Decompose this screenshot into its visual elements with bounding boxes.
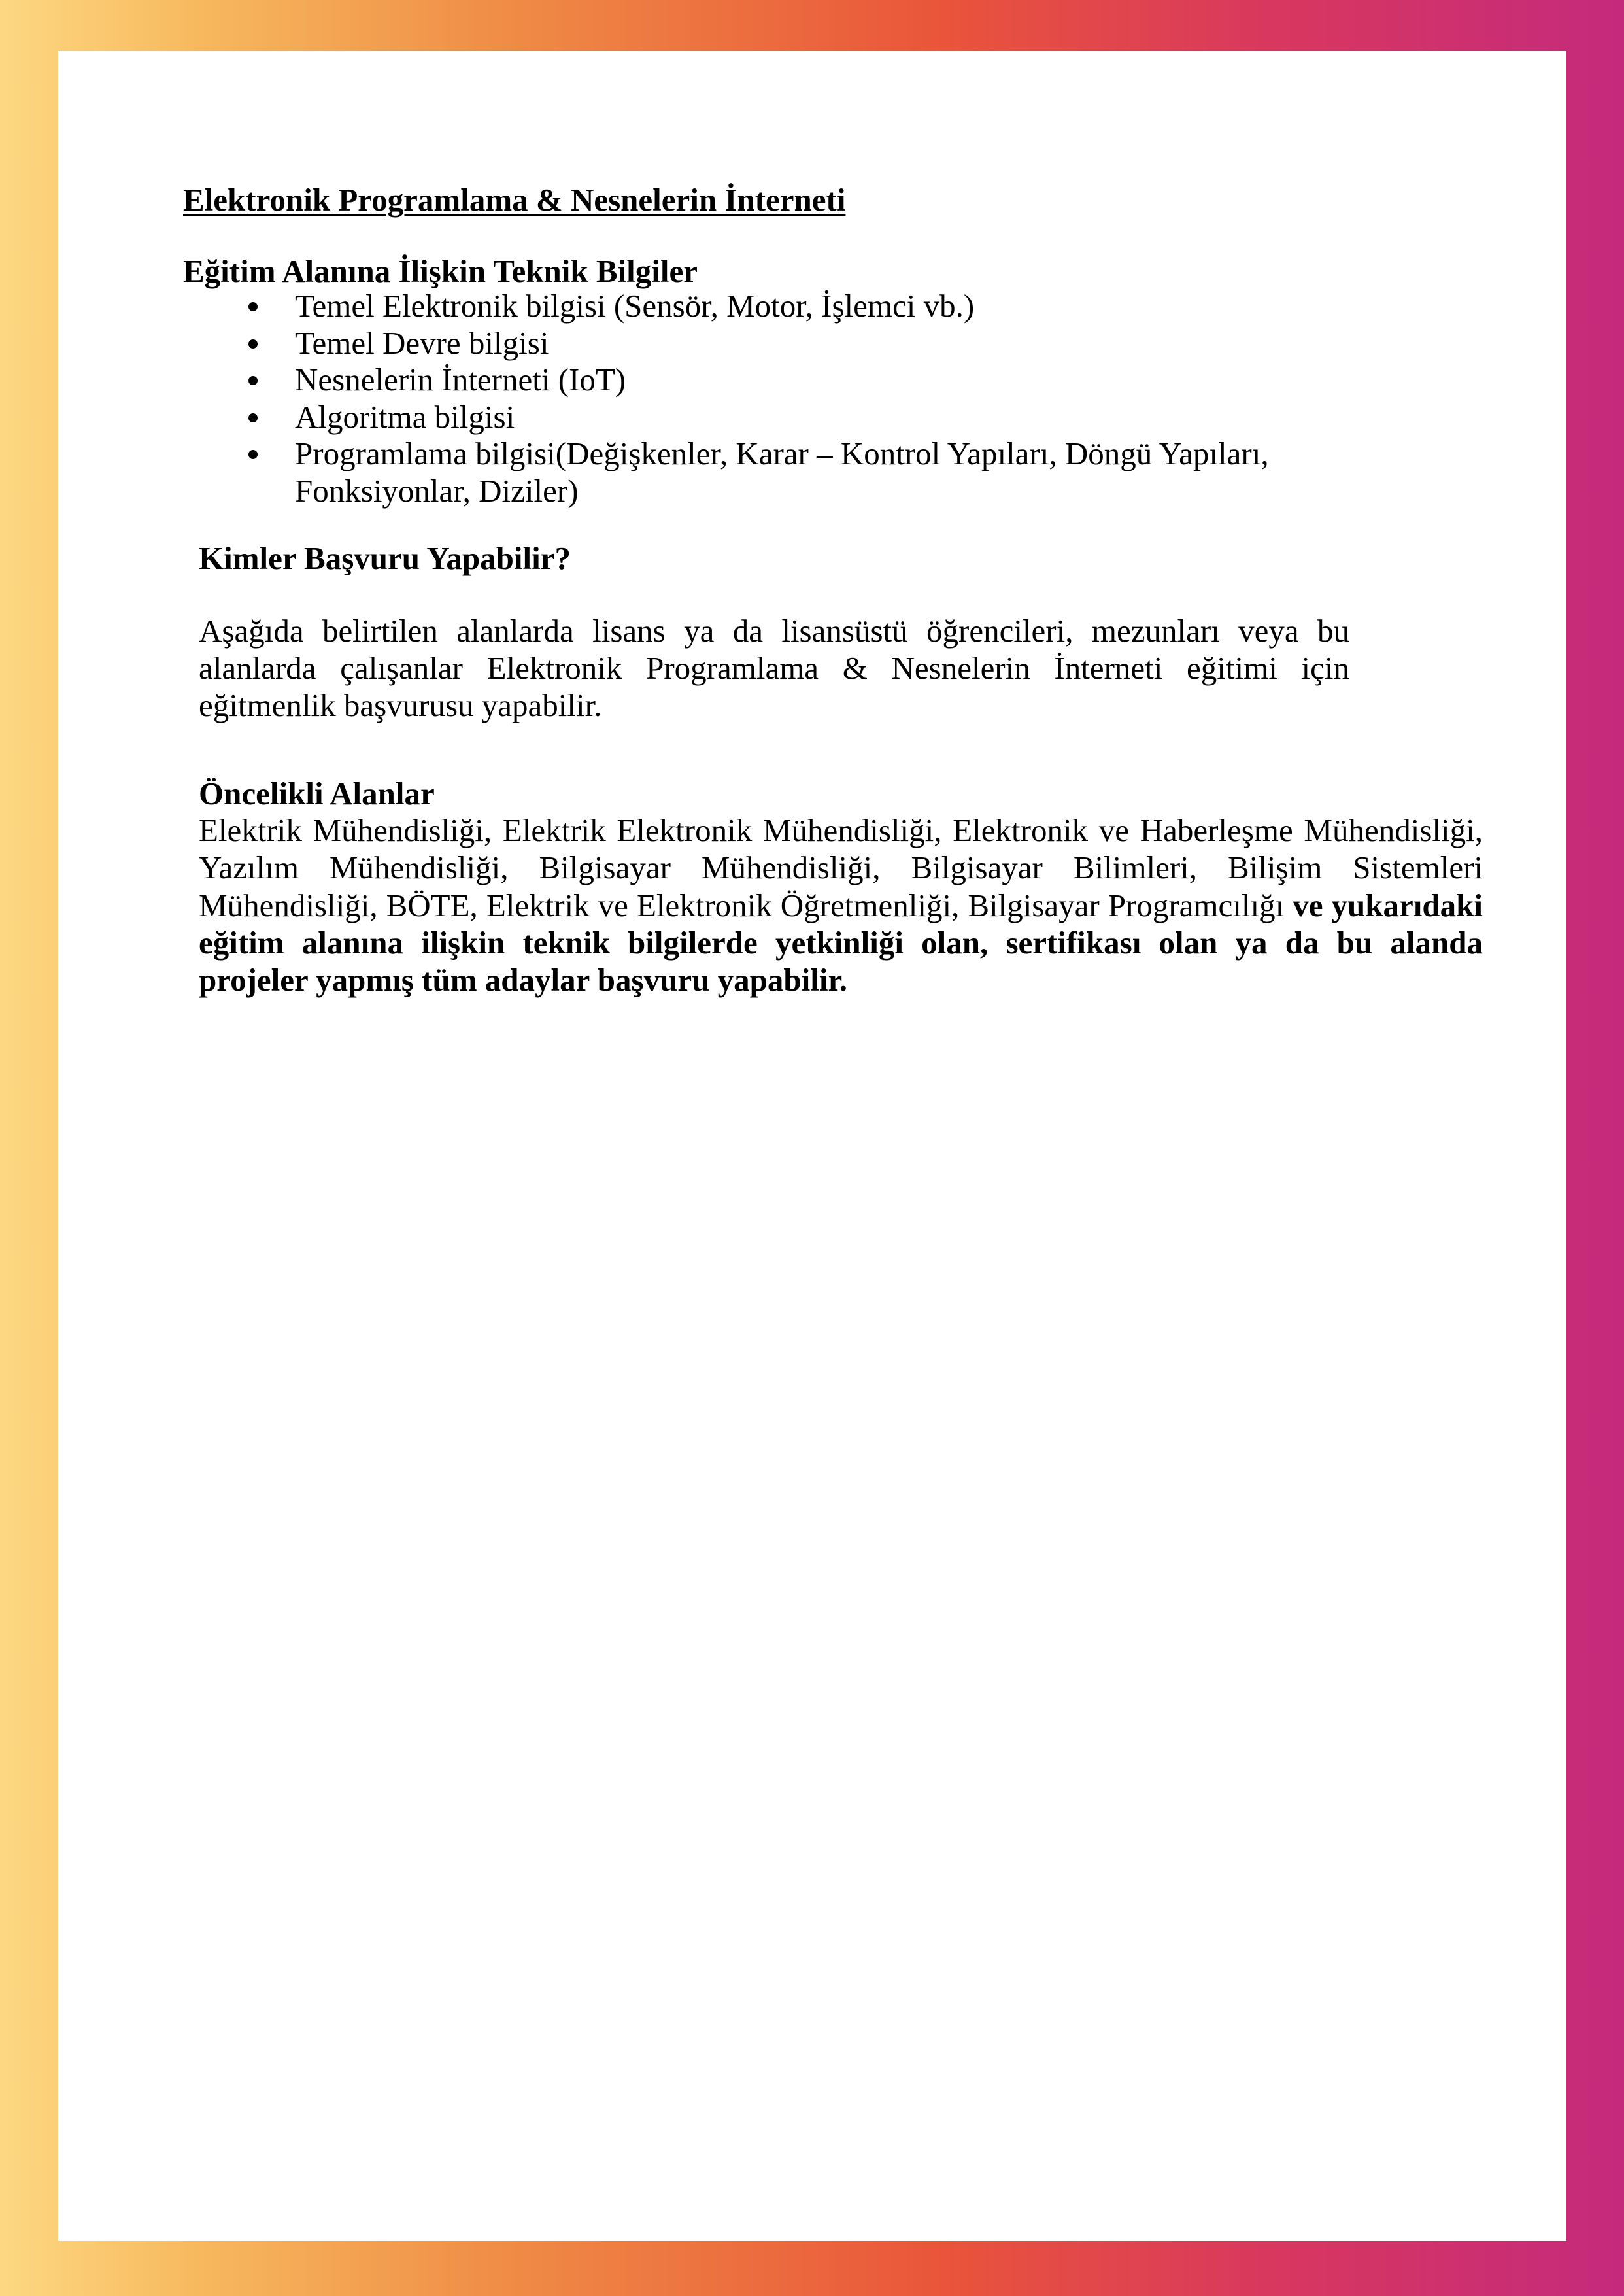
list-item [183, 288, 1393, 325]
bullet-icon [248, 450, 258, 459]
list-item [183, 325, 1393, 362]
priority-fields-text: Elektrik Mühendisliği, Elektrik Elektronik Mühendisliği, Elektronik ve Haberleşme Mühendisliği, Yazılım Mühendisliği, Bilgisayar Mühendisliği, Bilgisayar Bilimleri, Bilişim Sistemleri Mühendisliği, BÖTE, Elektrik ve Elektronik Öğretmenliği, Bilgisayar Programcılığı [199, 812, 1483, 923]
who-can-apply-heading: Kimler Başvuru Yapabilir? [199, 540, 571, 576]
priority-fields-paragraph [199, 812, 1483, 999]
list-item-text: Temel Elektronik bilgisi (Sensör, Motor, İşlemci vb.) [295, 288, 975, 324]
list-item-text: Temel Devre bilgisi [295, 324, 549, 361]
list-item-text: Nesnelerin İnterneti (IoT) [295, 362, 626, 398]
list-item [183, 362, 1393, 399]
bullet-icon [248, 339, 258, 349]
list-item [183, 436, 1393, 509]
technical-info-list [183, 288, 1393, 509]
document-title: Elektronik Programlama & Nesnelerin İnterneti [183, 182, 846, 218]
list-item-text: Programlama bilgisi(Değişkenler, Karar – Kontrol Yapıları, Döngü Yapıları, Fonksiyonlar, Diziler) [295, 436, 1269, 509]
priority-fields-bold-text: ve yukarıdaki eğitim alanına ilişkin teknik bilgilerde yetkinliği olan, sertifikası olan ya da bu alanda projeler yapmış tüm adaylar başvuru yapabilir. [199, 887, 1483, 999]
list-item [183, 399, 1393, 436]
bullet-icon [248, 413, 258, 422]
list-item-text: Algoritma bilgisi [295, 398, 515, 435]
technical-info-heading: Eğitim Alanına İlişkin Teknik Bilgiler [183, 253, 698, 289]
who-can-apply-paragraph: Aşağıda belirtilen alanlarda lisans ya da lisansüstü öğrencileri, mezunları veya bu alanlarda çalışanlar Elektronik Programlama & Nesnelerin İnterneti eğitimi için eğitmenlik başvurusu yapabilir. [199, 613, 1349, 723]
document-page [58, 51, 1566, 2241]
bullet-icon [248, 376, 258, 385]
bullet-icon [248, 302, 258, 311]
priority-fields-heading: Öncelikli Alanlar [199, 776, 435, 812]
